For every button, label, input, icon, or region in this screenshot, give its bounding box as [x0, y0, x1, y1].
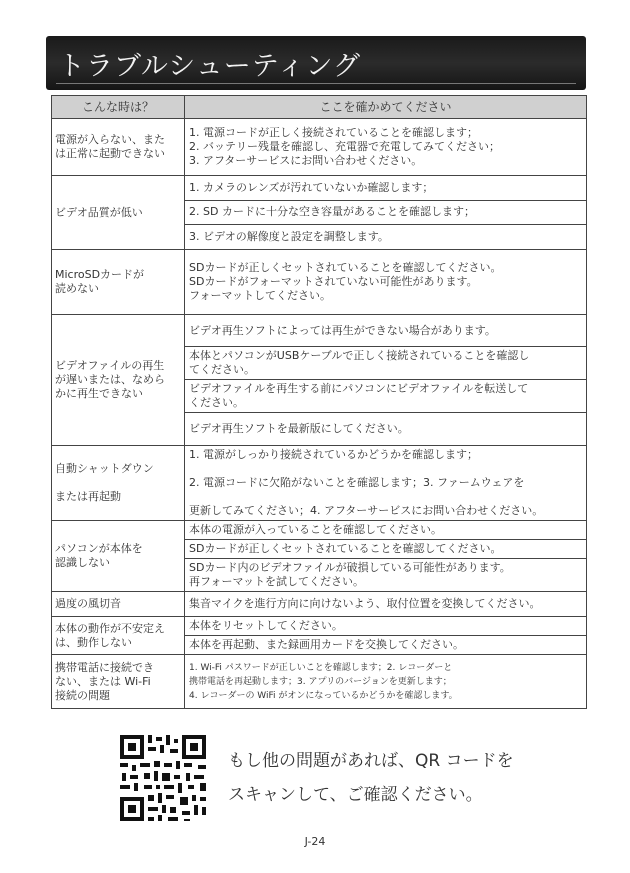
qr-instruction	[228, 744, 514, 812]
title-banner	[46, 36, 586, 90]
solution-line: ビデオファイルを再生する前にパソコンにビデオファイルを転送して ください。	[185, 380, 586, 413]
solution-line: 3. ビデオの解像度と設定を調整します。	[189, 229, 389, 243]
header-symptom: こんな時は？	[52, 96, 185, 119]
solution-cell	[185, 655, 587, 709]
solution-line: 本体をリセットしてください。	[185, 617, 586, 636]
solution-cell	[185, 446, 587, 521]
solution-cell	[185, 521, 587, 592]
solution-cell	[185, 617, 587, 655]
solution-line: 本体の電源が入っていることを確認してください。	[185, 521, 586, 540]
table-row	[52, 250, 587, 315]
solution-line: SDカードが正しくセットされていることを確認してください。 SDカードがフォーマットされていない可能性があります。 フォーマットしてください。	[189, 261, 502, 302]
table-row	[52, 592, 587, 617]
symptom-cell: 携帯電話に接続でき ない、または Wi-Fi 接続の問題	[52, 655, 185, 709]
qr-instruction-line-2: スキャンして、ご確認ください。	[228, 785, 483, 805]
symptom-cell: パソコンが本体を 認識しない	[52, 521, 185, 592]
solution-cell	[185, 592, 587, 617]
solution-line: SDカードが正しくセットされていることを確認してください。	[185, 540, 586, 559]
symptom-cell: 電源が入らない、また は正常に起動できない	[52, 119, 185, 176]
table-row	[52, 446, 587, 521]
symptom-cell: ビデオ品質が低い	[52, 176, 185, 250]
solution-line: 1. Wi-Fi パスワードが正しいことを確認します；2. レコーダーと 携帯電話を再起動します；3. アプリのバージョンを更新します； 4. レコーダーの WiFi がオンになっているかどうかを確認します。	[189, 662, 458, 701]
solution-line: 2. SD カードに十分な空き容量があることを確認します；	[185, 201, 586, 225]
solution-line: 本体とパソコンがUSBケーブルで正しく接続されていることを確認し てください。	[185, 347, 586, 380]
symptom-cell: ビデオファイルの再生 が遅いまたは、なめら かに再生できない	[52, 315, 185, 446]
table-row	[52, 315, 587, 446]
solution-line: ビデオ再生ソフトを最新版にしてください。	[189, 422, 409, 435]
solution-line: 1. 電源コードが正しく接続されていることを確認します； 2. バッテリー残量を確認し、充電器で充電してみてください； 3. アフターサービスにお問い合わせください。	[189, 126, 500, 167]
solution-line: 1. カメラのレンズが汚れていないか確認します；	[185, 177, 586, 201]
header-check: ここを確かめてください	[185, 96, 587, 119]
solution-cell	[185, 176, 587, 250]
qr-instruction-line-1: もし他の問題があれば、QR コードを	[228, 751, 514, 771]
table-row	[52, 655, 587, 709]
table-row	[52, 176, 587, 250]
table-header-row	[52, 96, 587, 119]
solution-cell	[185, 315, 587, 446]
solution-line: 本体を再起動、また録画用カードを交換してください。	[189, 638, 464, 651]
symptom-cell: 自動シャットダウン または再起動	[52, 446, 185, 521]
qr-code	[118, 733, 208, 823]
symptom-cell: 本体の動作が不安定え は、動作しない	[52, 617, 185, 655]
symptom-cell: 過度の風切音	[52, 592, 185, 617]
symptom-cell: MicroSDカードが 読めない	[52, 250, 185, 315]
solution-cell	[185, 250, 587, 315]
title-underline	[56, 83, 576, 84]
table-row	[52, 119, 587, 176]
solution-line: 集音マイクを進行方向に向けないよう、取付位置を変換してください。	[189, 597, 541, 610]
table-row	[52, 617, 587, 655]
solution-line: SDカード内のビデオファイルが破損している可能性があります。 再フォーマットを試してください。	[189, 561, 511, 588]
page-title: トラブルシューティング	[58, 51, 362, 82]
table-row	[52, 521, 587, 592]
solution-cell	[185, 119, 587, 176]
solution-line: 1. 電源がしっかり接続されているかどうかを確認します； 2. 電源コードに欠陥がないことを確認します；3. ファームウェアを 更新してみてください；4. アフターサービスにお問い合わせください。	[189, 448, 544, 517]
solution-line: ビデオ再生ソフトによっては再生ができない場合があります。	[185, 315, 586, 347]
page-number: J-24	[304, 835, 326, 848]
troubleshooting-table	[51, 95, 587, 709]
